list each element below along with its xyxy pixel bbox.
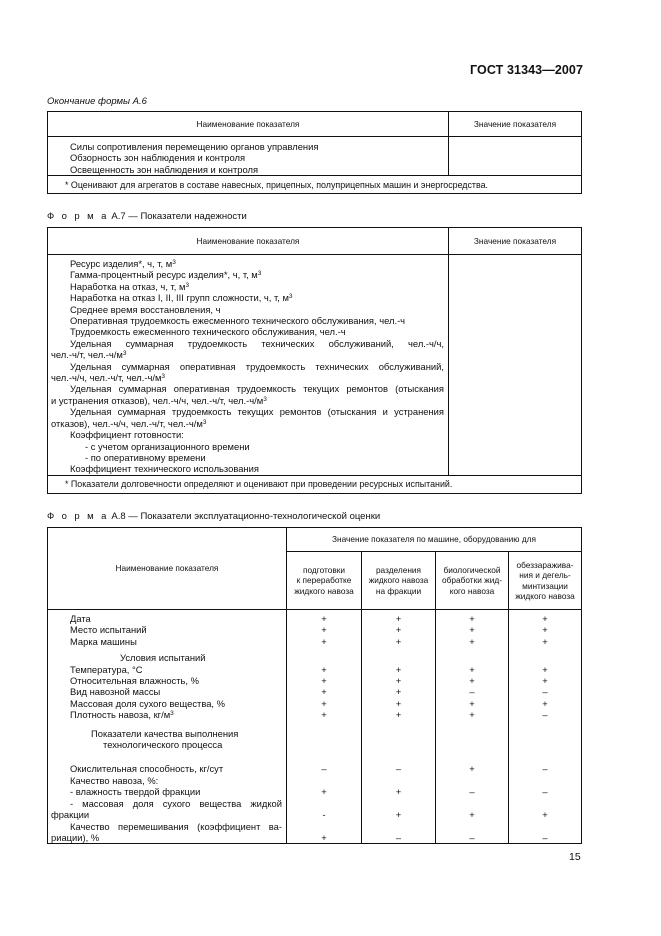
form-a8-marks-separation: [362, 610, 436, 844]
form-a6-footnote: * Оценивают для агрегатов в составе навесных, прицепных, полуприцепных машин и энергосредства.: [48, 176, 582, 194]
form-a7-row: Гамма-процентный ресурс изделия*, ч, т, $м^3$: [70, 269, 262, 281]
mark: +: [395, 697, 402, 709]
form-a8-row: Дата: [70, 613, 91, 624]
form-a8-row: Качество навоза, %:: [70, 774, 159, 786]
mark: +: [321, 663, 327, 675]
mark: –: [395, 831, 402, 843]
form-a8-row-cont: риации), %: [51, 831, 100, 843]
form-a8-section: Показатели качества выполнения: [91, 727, 239, 739]
form-a7-row: Ресурс изделия*, ч, т, $м^3$: [70, 258, 176, 269]
form-a7-row: Удельная суммарная трудоемкость текущих ремонтов (отыскания и устранения: [70, 406, 444, 418]
form-a8-section: Условия испытаний: [120, 652, 206, 664]
form-a7-row: Коэффициент готовности:: [70, 429, 184, 441]
form-a8-marks-disinfection: [509, 610, 582, 844]
mark: –: [469, 786, 475, 798]
form-a6-names: [48, 137, 449, 176]
form-a7-caption-lead: Ф о р м а: [47, 211, 109, 222]
form-a7-row: Удельная суммарная оперативная трудоемкость текущих ремонтов (отыскания: [70, 383, 444, 395]
form-a8-col-name: Наименование показателя: [48, 528, 287, 610]
mark: +: [469, 697, 475, 709]
form-a8-caption-lead: Ф о р м а: [47, 511, 109, 522]
form-a6-values: [449, 137, 582, 176]
form-a8-subcol-prep: подготовки к переработке жидкого навоза: [287, 552, 362, 610]
mark: +: [321, 624, 327, 636]
form-a7-values: [449, 255, 582, 476]
mark: +: [321, 786, 327, 798]
mark: +: [395, 709, 402, 721]
mark: +: [321, 613, 327, 624]
mark: +: [395, 613, 402, 624]
form-a6-row: Освещенность зон наблюдения и контроля: [70, 163, 259, 175]
mark: +: [469, 663, 475, 675]
form-a8-row: Место испытаний: [70, 624, 147, 636]
form-a7-table: [47, 227, 582, 494]
mark: +: [542, 675, 548, 687]
form-a7-footnote: * Показатели долговечности определяют и оценивают при проведении ресурсных испытаний.: [48, 475, 582, 493]
form-a7-caption-title: А.7 — Показатели надежности: [108, 211, 247, 222]
form-a8-names: [48, 610, 287, 844]
mark: -: [322, 809, 326, 821]
mark: +: [321, 831, 327, 843]
form-a7-row-sub: - с учетом организационного времени: [85, 440, 250, 452]
form-a8-row: Вид навозной массы: [70, 686, 161, 698]
form-a6-table: [47, 111, 582, 194]
form-a7-names: [48, 255, 449, 476]
form-a7-row: Коэффициент технического использования: [70, 463, 259, 475]
mark: +: [395, 809, 402, 821]
mark: +: [469, 709, 475, 721]
form-a8-row: Температура, °С: [70, 663, 143, 675]
mark: –: [469, 686, 475, 698]
mark: +: [469, 675, 475, 687]
form-a8-row: Относительная влажность, %: [70, 675, 199, 687]
form-a7-row: Удельная суммарная трудоемкость технических обслуживаний, чел.-ч/ч,: [70, 337, 444, 349]
form-a6-col-name: Наименование показателя: [48, 112, 449, 137]
form-a8-section: технологического процесса: [103, 739, 223, 751]
form-a6-row: Обзорность зон наблюдения и контроля: [70, 152, 246, 164]
form-a7-row: Среднее время восстановления, ч: [70, 303, 221, 315]
form-a8-subcol-disinfection: обеззаражива- ния и дегель- минтизации жидкого навоза: [509, 552, 582, 610]
form-a6-caption: Окончание формы А.6: [47, 96, 147, 107]
mark: –: [321, 763, 327, 775]
form-a8-row: Плотность навоза, $кг/м^3$: [70, 709, 174, 721]
form-a6-row: Силы сопротивления перемещению органов управления: [70, 141, 319, 152]
form-a6-col-value: Значение показателя: [449, 112, 582, 137]
form-a7-row-cont: и устранения отказов), чел.-ч/ч, чел.-ч/т, $чел.-ч/м^3$: [51, 394, 267, 406]
mark: +: [469, 763, 475, 775]
form-a8-row: - массовая доля сухого вещества жидкой: [70, 797, 282, 809]
mark: +: [469, 635, 475, 647]
mark: +: [542, 809, 548, 821]
mark: +: [395, 635, 402, 647]
form-a7-row-sub: - по оперативному времени: [85, 451, 206, 463]
form-a8-caption: [47, 511, 380, 522]
mark: –: [542, 763, 548, 775]
form-a8-row: Качество перемешивания (коэффициент ва-: [70, 820, 282, 832]
form-a7-col-name: Наименование показателя: [48, 228, 449, 255]
page-number: 15: [569, 851, 581, 863]
mark: –: [469, 831, 475, 843]
form-a7-row-cont: отказов), чел.-ч/ч, чел.-ч/т, $чел.-ч/м^3$: [51, 417, 207, 429]
form-a8-col-group: Значение показателя по машине, оборудованию для: [287, 528, 582, 552]
mark: –: [542, 686, 548, 698]
mark: +: [321, 635, 327, 647]
form-a7-row: Удельная суммарная оперативная трудоемкость технических обслуживаний,: [70, 360, 444, 372]
mark: –: [395, 763, 402, 775]
form-a7-row: Трудоемкость ежесменного технического обслуживания, чел.-ч: [70, 326, 346, 338]
form-a8-marks-prep: [287, 610, 362, 844]
mark: +: [321, 697, 327, 709]
form-a8-subcol-bio: биологической обработки жид- кого навоза: [436, 552, 509, 610]
form-a8-row-cont: фракции: [51, 809, 90, 821]
mark: +: [321, 686, 327, 698]
mark: +: [542, 624, 548, 636]
form-a7-row-cont: чел.-ч/т, $чел.-ч/м^3$: [51, 349, 127, 361]
mark: +: [395, 624, 402, 636]
mark: +: [395, 686, 402, 698]
form-a8-row: Марка машины: [70, 635, 137, 647]
mark: –: [542, 709, 548, 721]
standard-number: ГОСТ 31343—2007: [470, 63, 584, 77]
form-a8-row: Окислительная способность, кг/сут: [70, 763, 224, 775]
mark: +: [469, 613, 475, 624]
mark: –: [542, 786, 548, 798]
mark: +: [321, 675, 327, 687]
mark: +: [395, 675, 402, 687]
form-a8-marks-bio: [436, 610, 509, 844]
mark: +: [542, 635, 548, 647]
mark: +: [542, 663, 548, 675]
mark: +: [321, 709, 327, 721]
form-a7-row: Наработка на отказ, ч, т, $м^3$: [70, 280, 190, 292]
form-a7-row-cont: чел.-ч/ч, чел.-ч/т, $чел.-ч/м^3$: [51, 372, 166, 384]
form-a7-row: Оперативная трудоемкость ежесменного технического обслуживания, чел.-ч: [70, 315, 406, 327]
mark: +: [542, 613, 548, 624]
form-a8-caption-title: А.8 — Показатели эксплуатационно-технологической оценки: [108, 511, 381, 522]
form-a7-row: Наработка на отказ I, II, III групп сложности, ч, т, $м^3$: [70, 292, 293, 304]
mark: +: [395, 786, 402, 798]
mark: –: [542, 831, 548, 843]
mark: +: [395, 663, 402, 675]
form-a8-subcol-separation: разделения жидкого навоза на фракции: [362, 552, 436, 610]
form-a8-row: Массовая доля сухого вещества, %: [70, 697, 225, 709]
form-a7-col-value: Значение показателя: [449, 228, 582, 255]
form-a7-caption: [47, 211, 247, 222]
form-a8-row: - влажность твердой фракции: [70, 786, 201, 798]
mark: +: [469, 809, 475, 821]
mark: +: [469, 624, 475, 636]
mark: +: [542, 697, 548, 709]
form-a8-table: [47, 527, 582, 844]
